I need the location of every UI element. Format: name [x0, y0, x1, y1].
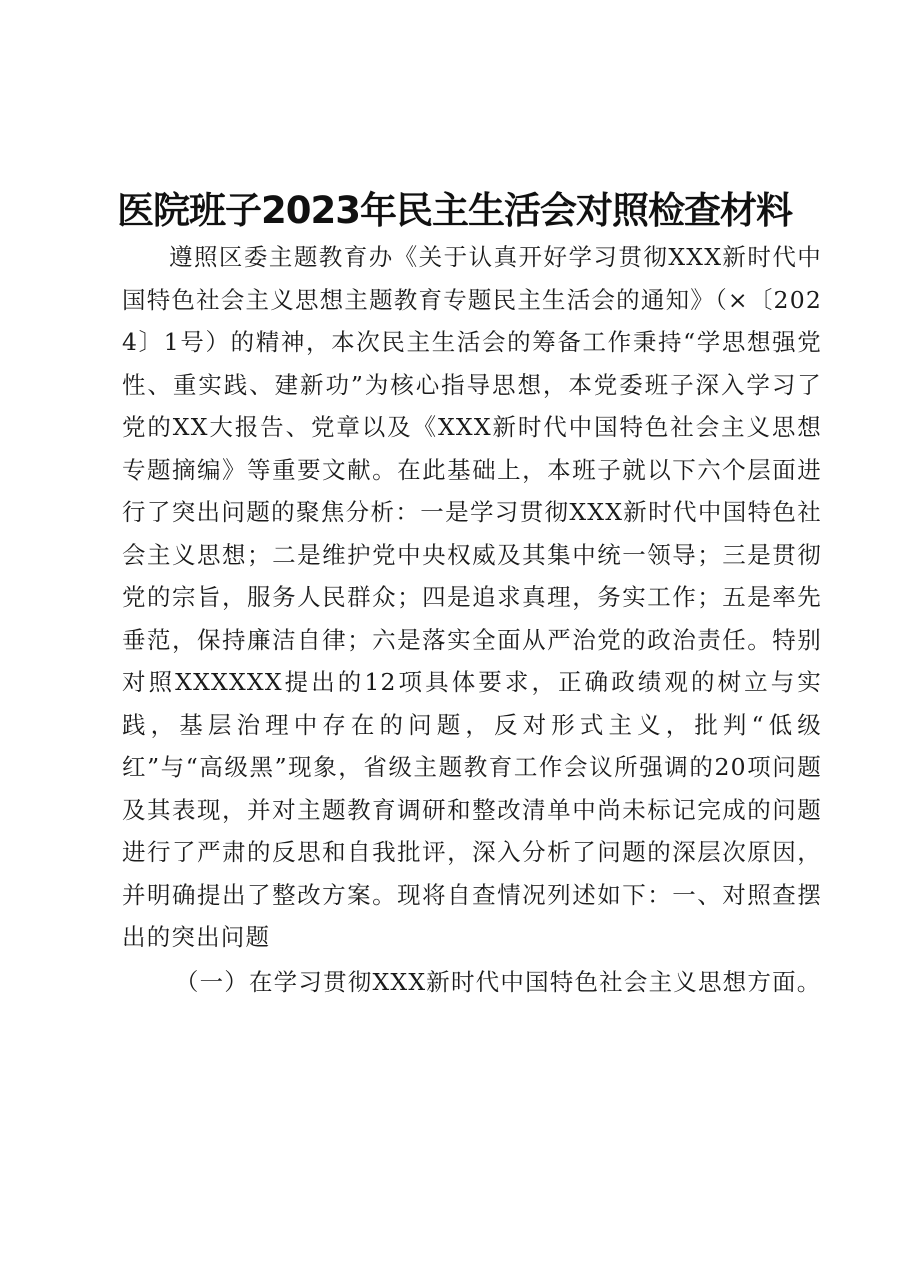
document-body [122, 236, 822, 1003]
section-subheading: （一）在学习贯彻XXX新时代中国特色社会主义思想方面。 [174, 967, 822, 996]
document-title: 医院班子2023年民主生活会对照检查材料 [117, 188, 792, 232]
body-paragraph: 遵照区委主题教育办《关于认真开好学习贯彻XXX新时代中国特色社会主义思想主题教育专题民主生活会的通知》（×〔2024〕1号）的精神，本次民主生活会的筹备工作秉持“学思想强党性、重实践、建新功”为核心指导思想，本党委班子深入学习了党的XX大报告、党章以及《XXX新时代中国特色社会主义思想专题摘编》等重要文献。在此基础上，本班子就以下六个层面进行了突出问题的聚焦分析：一是学习贯彻XXX新时代中国特色社会主义思想；二是维护党中央权威及其集中统一领导；三是贯彻党的宗旨，服务人民群众；四是追求真理，务实工作；五是率先垂范，保持廉洁自律；六是落实全面从严治党的政治责任。特别对照XXXXXX提出的12项具体要求，正确政绩观的树立与实践，基层治理中存在的问题，反对形式主义，批判“低级红”与“高级黑”现象，省级主题教育工作会议所强调的20项问题及其表现，并对主题教育调研和整改清单中尚未标记完成的问题进行了严肃的反思和自我批评，深入分析了问题的深层次原因，并明确提出了整改方案。现将自查情况列述如下：一、对照查摆出的突出问题 [122, 243, 822, 951]
